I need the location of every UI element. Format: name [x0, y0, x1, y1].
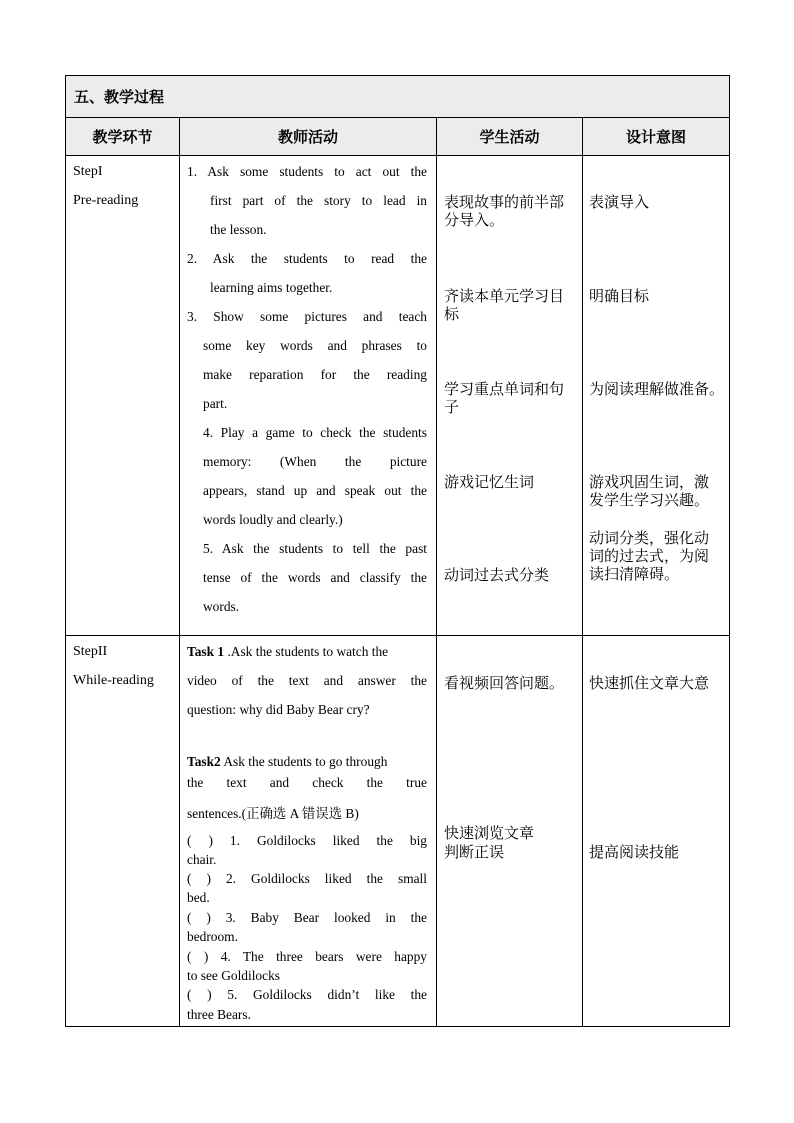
task1-line — [187, 644, 388, 660]
step1-phase: Pre-reading — [73, 193, 139, 208]
task2-label: Task2 — [187, 754, 221, 769]
step1-teacher-line: 5. Ask the students to tell the past — [203, 541, 427, 556]
header-teacher-activity: 教师活动 — [180, 118, 437, 156]
check-item-line: bed. — [187, 890, 210, 905]
teaching-process-table — [65, 75, 730, 1027]
table-row-step2 — [66, 636, 730, 1027]
step1-stage-cell — [66, 156, 180, 636]
check-item-line: ( ) 2. Goldilocks liked the small — [187, 871, 427, 886]
task2-line: the text and check the true — [187, 775, 427, 790]
step1-student-act: 学习重点单词和句子 — [444, 380, 565, 416]
step2-student-cell — [437, 636, 583, 1027]
step1-purpose: 明确目标 — [589, 287, 650, 305]
header-stage: 教学环节 — [66, 118, 180, 156]
step1-student-act: 动词过去式分类 — [444, 566, 550, 584]
header-row — [66, 118, 730, 156]
step2-purpose: 提高阅读技能 — [589, 843, 680, 861]
step1-student-act: 齐读本单元学习目标 — [444, 287, 565, 323]
step1-name: StepI — [73, 164, 103, 179]
step1-teacher-line: the lesson. — [210, 222, 267, 237]
step1-teacher-cell — [180, 156, 437, 636]
step2-name: StepII — [73, 644, 108, 659]
task1-label: Task 1 — [187, 644, 225, 659]
table-row-step1 — [66, 156, 730, 636]
section-title: 五、教学过程 — [66, 76, 730, 118]
step2-phase: While-reading — [73, 673, 154, 688]
step2-teacher-cell — [180, 636, 437, 1027]
check-item-line: ( ) 1. Goldilocks liked the big — [187, 833, 427, 848]
check-item-line: ( ) 5. Goldilocks didn’t like the — [187, 987, 427, 1002]
step2-student-act: 看视频回答问题。 — [444, 674, 565, 692]
step1-purpose: 为阅读理解做准备。 — [589, 380, 725, 398]
check-item-line: three Bears. — [187, 1007, 251, 1022]
step1-teacher-line: 4. Play a game to check the students — [203, 425, 427, 440]
step1-teacher-line: appears, stand up and speak out the — [203, 483, 427, 498]
check-item-line: to see Goldilocks — [187, 968, 280, 983]
step2-student-act: 判断正误 — [444, 843, 505, 861]
header-design-intent: 设计意图 — [583, 118, 730, 156]
step1-teacher-line: words loudly and clearly.) — [203, 512, 343, 527]
task1-line: question: why did Baby Bear cry? — [187, 702, 370, 717]
step2-stage-cell — [66, 636, 180, 1027]
step1-teacher-line: tense of the words and classify the — [203, 570, 427, 585]
check-item-line: ( ) 4. The three bears were happy — [187, 949, 427, 964]
step1-teacher-line: 1. Ask some students to act out the — [187, 164, 427, 179]
step1-purpose-cell — [583, 156, 730, 636]
step1-teacher-line: part. — [203, 396, 228, 411]
task2-line: sentences.(正确选 A 错误选 B) — [187, 806, 359, 821]
step1-teacher-line: words. — [203, 599, 240, 614]
step1-teacher-line: first part of the story to lead in — [210, 193, 427, 208]
step1-teacher-line: 3. Show some pictures and teach — [187, 309, 427, 324]
check-item-line: ( ) 3. Baby Bear looked in the — [187, 910, 427, 925]
step1-teacher-line: memory: (When the picture — [203, 454, 427, 469]
step1-purpose: 游戏巩固生词，激发学生学习兴趣。 — [589, 473, 710, 509]
task2-text: Ask the students to go through — [220, 754, 388, 769]
step1-teacher-line: make reparation for the reading — [203, 367, 427, 382]
step1-teacher-line: 2. Ask the students to read the — [187, 251, 427, 266]
task2-line — [187, 754, 387, 770]
step1-student-act: 游戏记忆生词 — [444, 473, 535, 491]
step1-student-act: 表现故事的前半部分导入。 — [444, 193, 565, 229]
task1-line: video of the text and answer the — [187, 673, 427, 688]
check-item-line: bedroom. — [187, 929, 238, 944]
check-item-line: chair. — [187, 852, 217, 867]
step1-student-cell — [437, 156, 583, 636]
step1-purpose: 动词分类，强化动词的过去式，为阅读扫清障碍。 — [589, 529, 710, 583]
task1-text: .Ask the students to watch the — [224, 644, 389, 659]
step2-purpose: 快速抓住文章大意 — [589, 674, 710, 692]
step1-teacher-line: some key words and phrases to — [203, 338, 427, 353]
step1-teacher-line: learning aims together. — [210, 280, 333, 295]
step1-purpose: 表演导入 — [589, 193, 650, 211]
step2-purpose-cell — [583, 636, 730, 1027]
header-student-activity: 学生活动 — [437, 118, 583, 156]
step2-student-act: 快速浏览文章 — [444, 824, 535, 842]
